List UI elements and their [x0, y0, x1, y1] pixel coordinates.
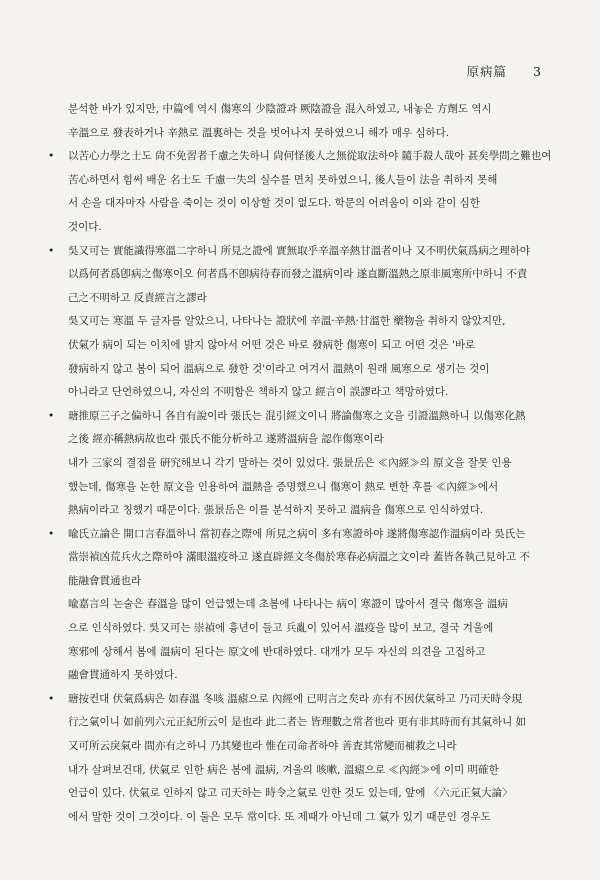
text-line: 行之氣이니 如前列六元正紀所云이 是也라 此二者는 皆理數之常者也라 更有非其時而有其氣하니 如: [68, 716, 527, 729]
text-line: • 以苦心力學之士도 尙不免習者千慮之失하니 尙何怪後人之無從取法하야 隨手殺人哉아 甚矣學問之難也여: [48, 145, 560, 169]
bullet-icon: •: [48, 244, 55, 257]
text-line: 伏氣가 病이 되는 이치에 밝지 않아서 어떤 것은 바로 發病한 傷寒이 되고 어떤 것은 '바로: [68, 338, 476, 351]
text-line: 能融會貫通也라: [68, 574, 142, 587]
text-line: 喩嘉言의 논술은 春溫을 많이 언급했는데 초봄에 나타나는 病이 寒證이 많아서 결국 傷寒을 溫病: [68, 598, 508, 611]
text-line: 以爲何者爲卽病之傷寒이오 何者爲不卽病待春而發之溫病이라 遂直斷溫熱之原非風寒所中하니 不責: [68, 268, 528, 281]
text-line: 했는데, 傷寒을 논한 原文을 인용하여 溫熱을 증명했으니 傷寒이 熱로 변한 후를 ≪內經≫에서: [68, 480, 499, 493]
text-line: 언급이 있다. 伏氣로 인하지 않고 司天하는 時令之氣로 인한 것도 있는데, 앞에 〈六元正氣大論〉: [68, 787, 513, 800]
bullet-paragraph: [48, 688, 560, 830]
text-line: 으로 인식하였다. 吳又可는 崇禎에 흉년이 들고 兵亂이 있어서 溫疫을 많이 보고, 결국 겨울에: [68, 622, 494, 635]
text-line: 에서 말한 것이 그것이다. 이 둘은 모두 常이다. 또 제때가 아닌데 그 氣가 있기 때문인 경우도: [68, 810, 491, 823]
text-line: 之後 經亦稱熱病故也라 張氏不能分析하고 遂將溫病을 認作傷寒이라: [68, 433, 384, 446]
text-line: 내가 三家의 결점을 硏究해보니 각기 말하는 것이 있었다. 張景岳은 ≪內經≫의 原文을 잘못 인용: [68, 456, 512, 469]
running-header: [467, 62, 542, 80]
text-line: 發病하지 않고 봄이 되어 溫病으로 發한 것'이라고 여겨서 溫熱이 원래 風寒으로 생기는 것이: [68, 362, 490, 375]
bullet-paragraph: [48, 145, 560, 239]
text-line: 當崇禎凶荒兵火之際하야 滿眼溫疫하고 遂直辟經文冬傷於寒春必病溫之文이라 蓋皆各執己見하고 不: [68, 551, 530, 564]
page-number: 3: [533, 64, 542, 79]
text-line: • 瑭按컨대 伏氣爲病은 如春溫 冬咳 溫瘧으로 內經에 已明言之矣라 亦有不因伏氣하고 乃司天時令現: [48, 688, 560, 712]
text-line: 己之不明하고 反責經言之謬라: [68, 291, 207, 304]
text-line: 苦心하면서 힘써 배운 名士도 千慮一失의 실수를 면치 못하였으니, 後人들이 法을 취하지 못해: [68, 173, 498, 186]
text-line: 吳又可는 寒溫 두 글자를 알았으니, 나타나는 證狀에 辛溫·辛熱·甘溫한 藥物을 취하지 않았지만,: [68, 315, 506, 328]
text-line: 아니라고 단언하였으니, 자신의 不明함은 책하지 않고 經言이 誤謬라고 책망하였다.: [68, 386, 449, 399]
text-line: • 吳又可는 實能識得寒溫二字하니 所見之證에 實無取乎辛溫辛熱甘溫者이나 又不明伏氣爲病之理하야: [48, 240, 560, 264]
text-line: 辛溫으로 發表하거나 辛熱로 溫裏하는 것을 벗어나지 못하였으니 해가 매우 심하다.: [68, 126, 450, 139]
bullet-icon: •: [48, 692, 55, 705]
text-line: 내가 살펴보건대, 伏氣로 인한 病은 봄에 溫病, 겨울의 咳嗽, 溫瘧으로 ≪內經≫에 이미 明確한: [68, 763, 499, 776]
bullet-icon: •: [48, 527, 55, 540]
text-line: 것이다.: [68, 220, 102, 233]
text-line: 融會貫通하지 못하였다.: [68, 669, 178, 682]
text-line: • 瑭推原三子之偏하니 各自有說이라 張氏는 混引經文이니 將論傷寒之文을 引證溫熱하니 以傷寒化熱: [48, 405, 560, 429]
text-line: 又可所云戾氣라 間亦有之하니 乃其變也라 惟在司命者하야 善査其常變而補救之니라: [68, 740, 457, 753]
bullet-paragraph: [48, 405, 560, 523]
bullet-icon: •: [48, 150, 55, 163]
text-line: • 喩氏立論은 開口言春溫하니 當初春之際에 所見之病이 多有寒證하야 遂將傷寒認作溫病이라 吳氏는: [48, 523, 560, 547]
text-line: 寒邪에 상해서 봄에 溫病이 된다는 原文에 반대하였다. 대개가 모두 자신의 의견을 고집하고: [68, 645, 486, 658]
text-line: 서 손을 대자마자 사람을 죽이는 것이 이상할 것이 없도다. 학문의 어려움이 이와 같이 심한: [68, 197, 480, 210]
text-line: 熱病이라고 칭했기 때문이다. 張景岳은 이를 분석하지 못하고 溫病을 傷寒으로 인식하였다.: [68, 504, 484, 517]
paragraph: [48, 98, 560, 145]
bullet-paragraph: [48, 523, 560, 688]
text-line: 분석한 바가 있지만, 中篇에 역시 傷寒의 少陰證과 厥陰證을 混入하였고, 내놓은 方劑도 역시: [68, 103, 492, 115]
section-title: 原病篇: [466, 64, 508, 79]
body-text: [48, 98, 560, 829]
bullet-icon: •: [48, 409, 55, 422]
bullet-paragraph: [48, 240, 560, 405]
